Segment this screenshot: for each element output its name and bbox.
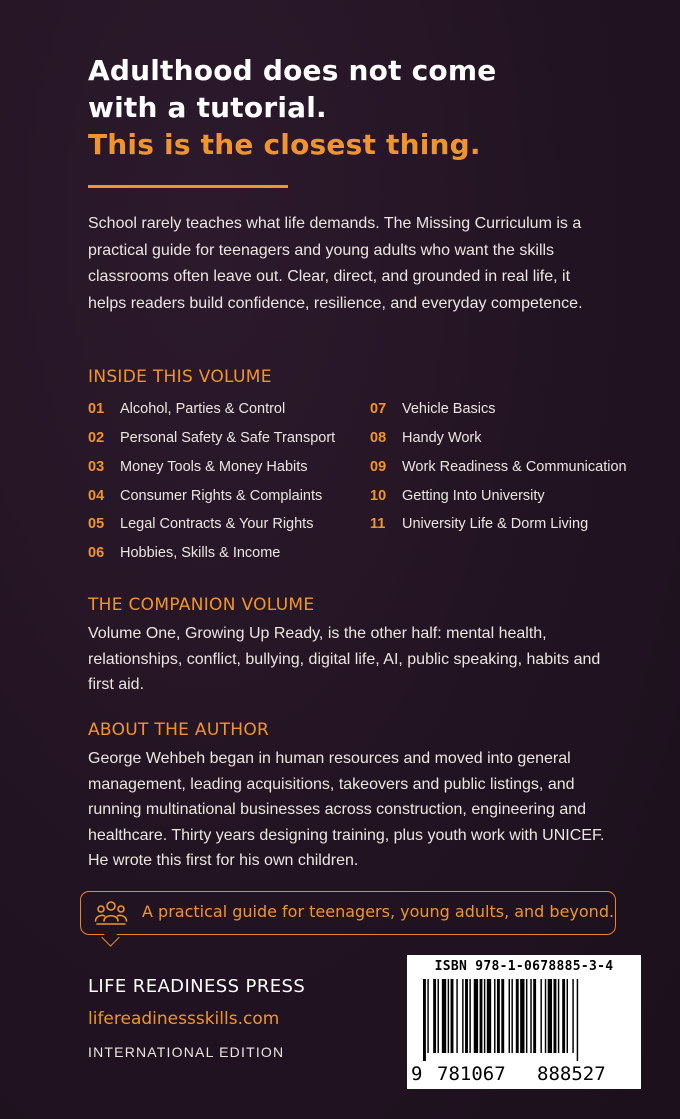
headline-line-1: Adulthood does not come (88, 54, 497, 87)
barcode-bar (572, 979, 573, 1053)
toc-number: 07 (370, 401, 387, 417)
headline-accent-line: This is the closest thing. (88, 128, 481, 161)
barcode-bars (413, 979, 635, 1061)
barcode-bar (548, 979, 552, 1053)
barcode-bar (451, 979, 454, 1053)
toc-number: 06 (88, 545, 105, 561)
headline-line-2: with a tutorial. (88, 91, 327, 124)
barcode-bar (427, 979, 428, 1053)
toc-item (88, 488, 322, 504)
barcode-bar (497, 979, 500, 1053)
toc-number: 11 (370, 516, 386, 532)
barcode-bar (480, 979, 483, 1053)
publisher-website[interactable]: lifereadinessskills.com (88, 1009, 280, 1029)
barcode-bar (487, 979, 491, 1053)
author-paragraph: George Wehbeh began in human resources and moved into general management, leading acquisitions, takeovers and public listings, and running multinational businesses across construction, engineering and healthcare. Thirty years designing training, plus youth work with UNICEF. He wrote this first for his own children. (88, 750, 605, 869)
toc-number: 02 (88, 430, 105, 446)
toc-label: Money Tools & Money Habits (120, 459, 308, 475)
barcode-bar (562, 979, 565, 1053)
accent-divider (88, 185, 288, 188)
barcode-bar (545, 979, 546, 1053)
people-group-icon (94, 899, 128, 927)
toc-item (370, 430, 482, 446)
toc-number: 09 (370, 459, 387, 475)
barcode-bar (516, 979, 519, 1053)
toc-label: Work Readiness & Communication (402, 459, 627, 475)
barcode-bar (462, 979, 463, 1053)
barcode-bar (494, 979, 495, 1053)
edition-label: INTERNATIONAL EDITION (88, 1044, 285, 1060)
barcode-bar (540, 979, 541, 1053)
toc-label: Legal Contracts & Your Rights (120, 516, 314, 532)
barcode-bar (511, 979, 512, 1053)
barcode-bar (533, 979, 536, 1053)
barcode-bar (567, 979, 568, 1053)
barcode-bar (501, 979, 504, 1053)
toc-item (370, 401, 496, 417)
toc-item (88, 516, 313, 532)
toc-label: University Life & Dorm Living (402, 516, 589, 532)
barcode-bar (530, 979, 531, 1053)
toc-number: 08 (370, 430, 387, 446)
barcode-bar (554, 979, 557, 1053)
barcode-bar (474, 979, 478, 1053)
barcode-bar (438, 979, 439, 1053)
toc-number: 10 (370, 488, 387, 504)
toc-item (88, 401, 285, 417)
companion-paragraph: Volume One, Growing Up Ready, is the other half: mental health, relationships, conflict, bullying, digital life, AI, public speaking, habits and first aid. (88, 625, 601, 693)
barcode-bar (509, 979, 510, 1053)
toc-label: Getting Into University (402, 488, 545, 504)
isbn-barcode (407, 955, 641, 1089)
barcode-bar (526, 979, 527, 1053)
barcode-bar (442, 979, 446, 1053)
toc-item (88, 430, 335, 446)
toc-label: Hobbies, Skills & Income (120, 545, 281, 561)
toc-number: 03 (88, 459, 105, 475)
callout-text: A practical guide for teenagers, young adults, and beyond. (142, 902, 615, 921)
barcode-bar (456, 979, 457, 1053)
barcode-bar (469, 979, 470, 1053)
toc-label: Handy Work (402, 430, 482, 446)
toc-item (370, 516, 588, 532)
toc-label: Alcohol, Parties & Control (120, 401, 286, 417)
toc-label: Consumer Rights & Complaints (120, 488, 323, 504)
toc-item (370, 459, 627, 475)
toc-number: 01 (88, 401, 105, 417)
inside-volume-heading: INSIDE THIS VOLUME (88, 367, 272, 387)
toc-item (88, 459, 308, 475)
barcode-bar (577, 979, 578, 1061)
author-heading: ABOUT THE AUTHOR (88, 720, 270, 740)
barcode-bar (484, 979, 485, 1053)
barcode-bar (448, 979, 449, 1053)
barcode-digits-right: 888527 (537, 1063, 606, 1085)
toc-item (88, 545, 280, 561)
barcode-bar (423, 979, 426, 1061)
toc-label: Vehicle Basics (402, 401, 496, 417)
barcode-lead-digit: 9 (411, 1063, 423, 1085)
toc-label: Personal Safety & Safe Transport (120, 430, 336, 446)
companion-heading: THE COMPANION VOLUME (88, 595, 315, 615)
barcode-bar (558, 979, 559, 1053)
toc-number: 04 (88, 488, 105, 504)
barcode-bar (465, 979, 468, 1053)
barcode-bar (520, 979, 524, 1053)
toc-number: 05 (88, 516, 105, 532)
headline (88, 52, 648, 163)
barcode-bar (433, 979, 436, 1053)
publisher-name: LIFE READINESS PRESS (88, 976, 306, 997)
barcode-digits-left: 781067 (437, 1063, 506, 1085)
isbn-label: ISBN 978-1-0678885-3-4 (434, 959, 614, 974)
toc-item (370, 488, 545, 504)
intro-paragraph: School rarely teaches what life demands. The Missing Curriculum is a practical guide for teenagers and young adults who want the skills classrooms often leave out. Clear, direct, and grounded in real life, it helps readers build confidence, resilience, and everyday competence. (88, 215, 583, 312)
